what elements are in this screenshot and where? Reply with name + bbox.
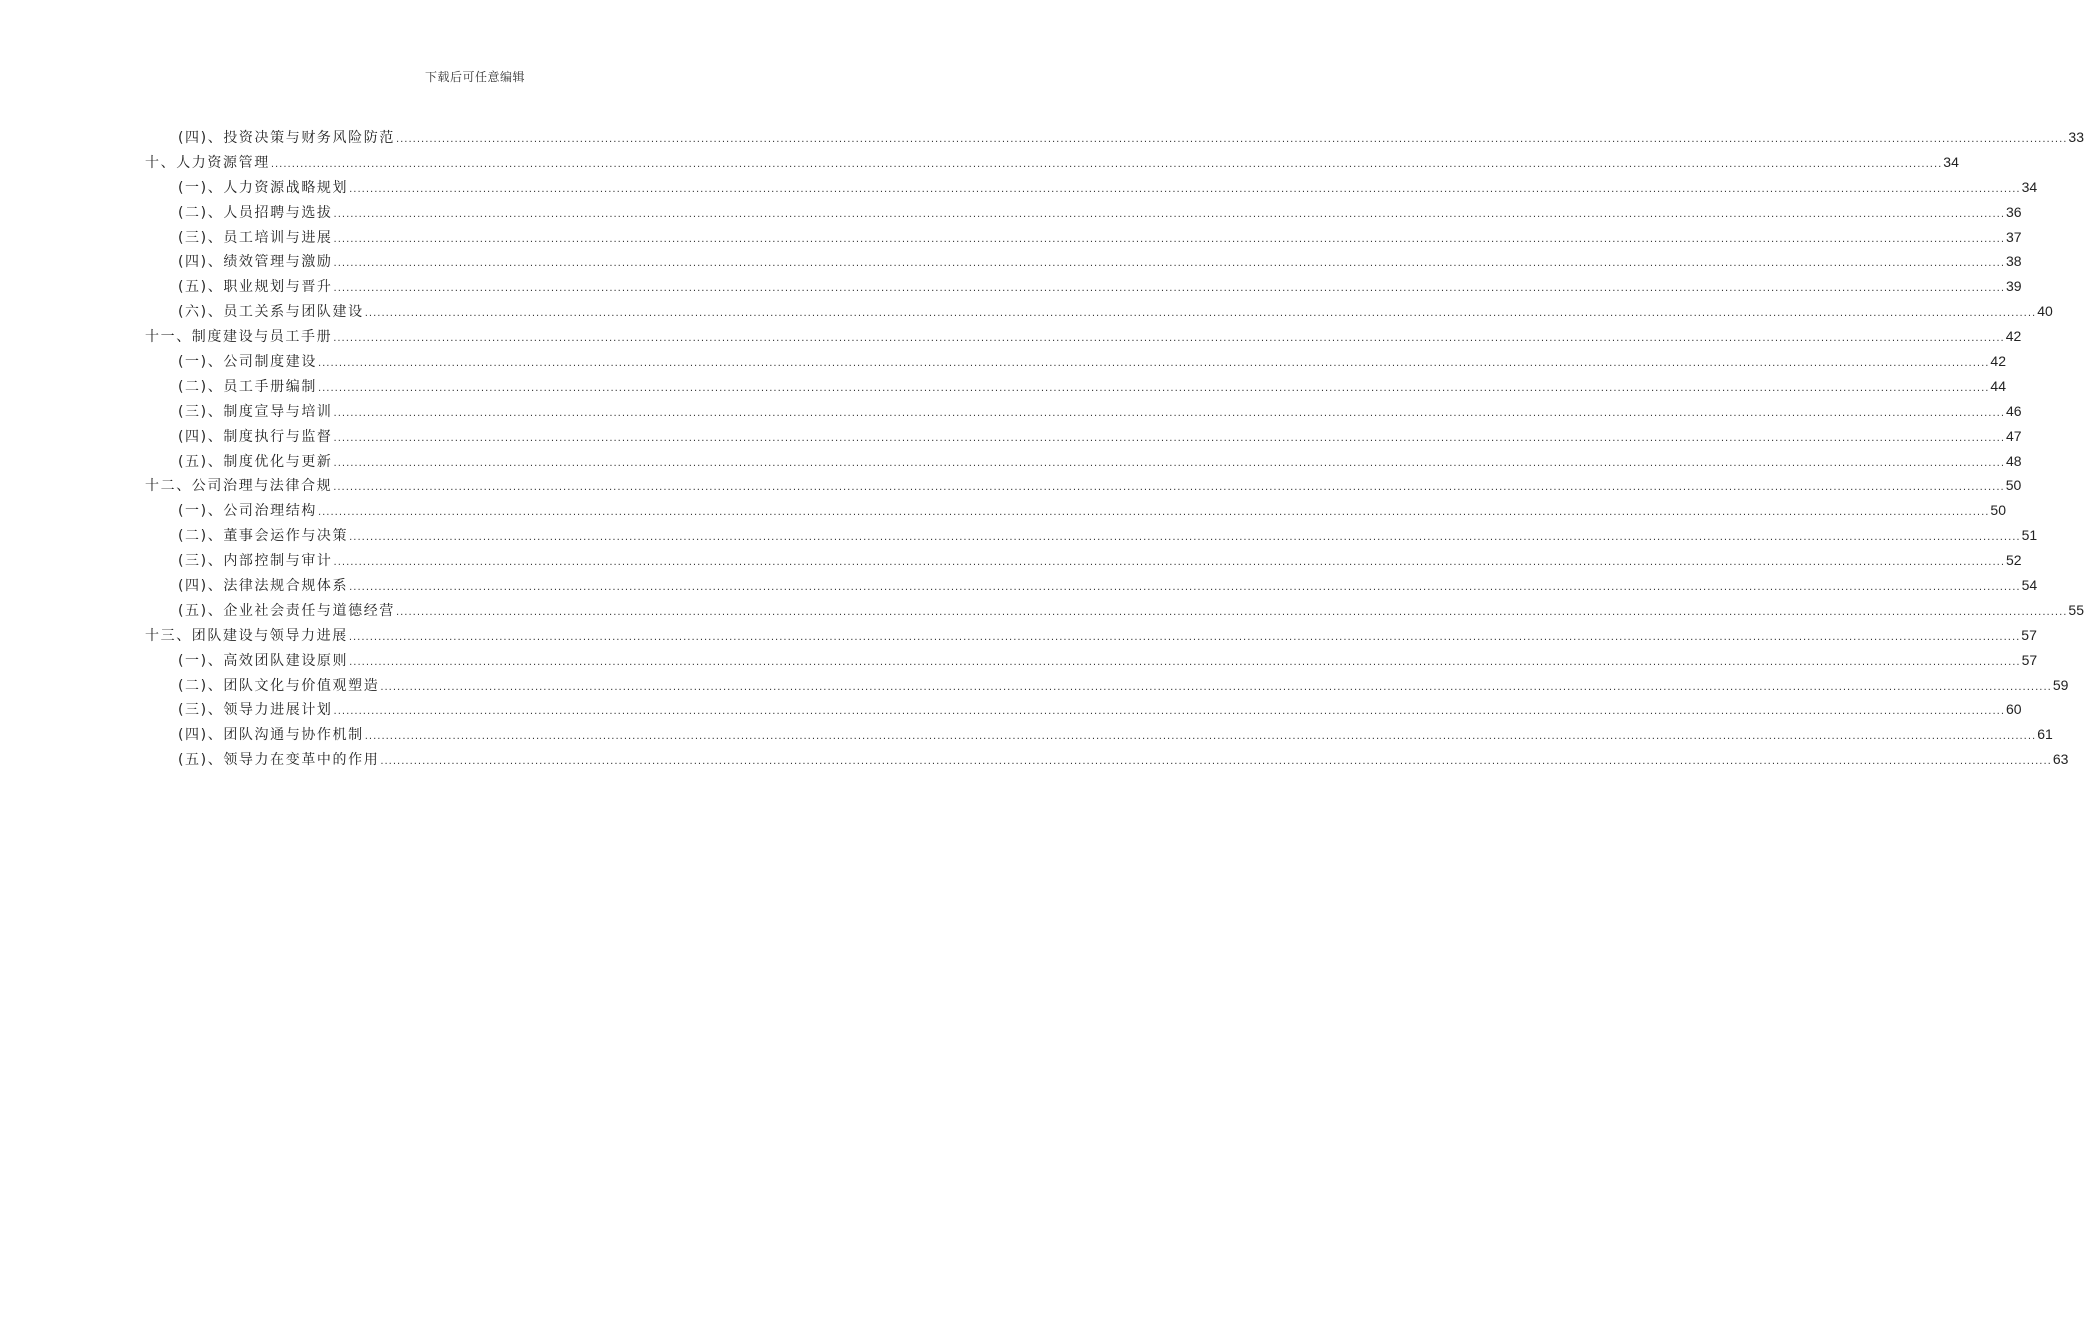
toc-entry[interactable] xyxy=(145,200,2022,225)
toc-dot-leader: ................................................................................................................................................................................................................................................................................................................................................................................................................ xyxy=(333,407,2006,419)
toc-dot-leader: ................................................................................................................................................................................................................................................................................................................................................................................................................ xyxy=(333,258,2006,270)
toc-entry-title: (四)、制度执行与监督 xyxy=(178,428,333,445)
toc-entry-title: (四)、绩效管理与激励 xyxy=(178,254,333,271)
toc-dot-leader: ................................................................................................................................................................................................................................................................................................................................................................................................................ xyxy=(333,432,2006,444)
toc-entry-title: (五)、领导力在变革中的作用 xyxy=(178,752,380,769)
toc-page-number: 55 xyxy=(2068,601,2084,618)
toc-dot-leader: ................................................................................................................................................................................................................................................................................................................................................................................................................ xyxy=(349,532,2021,544)
toc-page-number: 36 xyxy=(2006,203,2022,220)
toc-entry[interactable] xyxy=(145,747,2069,772)
toc-page-number: 42 xyxy=(1990,353,2006,370)
toc-dot-leader: ................................................................................................................................................................................................................................................................................................................................................................................................................ xyxy=(380,681,2052,693)
toc-page-number: 39 xyxy=(2006,278,2022,295)
toc-dot-leader: ................................................................................................................................................................................................................................................................................................................................................................................................................ xyxy=(380,756,2052,768)
toc-dot-leader: ................................................................................................................................................................................................................................................................................................................................................................................................................ xyxy=(317,382,1990,394)
toc-page-number: 59 xyxy=(2052,676,2069,693)
toc-entry-title: (五)、企业社会责任与道德经营 xyxy=(178,602,395,619)
toc-dot-leader: ................................................................................................................................................................................................................................................................................................................................................................................................................ xyxy=(333,233,2006,245)
toc-dot-leader: ................................................................................................................................................................................................................................................................................................................................................................................................................ xyxy=(395,606,2068,618)
page-header: 下载后可任意编辑 xyxy=(424,70,525,84)
toc-dot-leader: ................................................................................................................................................................................................................................................................................................................................................................................................................ xyxy=(317,358,1990,370)
toc-entry-title: (二)、团队文化与价值观塑造 xyxy=(178,677,380,694)
toc-entry[interactable] xyxy=(145,598,2084,623)
toc-entry-title: (六)、员工关系与团队建设 xyxy=(178,304,364,321)
toc-entry-title: (一)、公司治理结构 xyxy=(178,503,317,520)
toc-page-number: 50 xyxy=(1990,502,2006,519)
toc-entry[interactable] xyxy=(145,299,2053,324)
toc-entry[interactable] xyxy=(145,374,2006,399)
toc-dot-leader: ................................................................................................................................................................................................................................................................................................................................................................................................................ xyxy=(333,333,2005,345)
toc-entry[interactable] xyxy=(145,324,2022,349)
toc-entry-title: 十三、团队建设与领导力进展 xyxy=(145,627,348,644)
toc-dot-leader: ................................................................................................................................................................................................................................................................................................................................................................................................................ xyxy=(364,731,2037,743)
toc-page-number: 57 xyxy=(2021,651,2038,668)
toc-entry-title: (二)、员工手册编制 xyxy=(178,378,317,395)
toc-dot-leader: ................................................................................................................................................................................................................................................................................................................................................................................................................ xyxy=(349,582,2021,594)
toc-entry-title: (二)、人员招聘与选拔 xyxy=(178,204,333,221)
toc-entry[interactable] xyxy=(145,573,2038,598)
toc-page-number: 51 xyxy=(2021,527,2038,544)
toc-entry[interactable] xyxy=(145,473,2022,498)
toc-entry-title: (二)、董事会运作与决策 xyxy=(178,528,349,545)
toc-entry[interactable] xyxy=(145,225,2022,250)
toc-entry-title: (一)、公司制度建设 xyxy=(178,354,317,371)
toc-entry[interactable] xyxy=(145,548,2022,573)
toc-entry[interactable] xyxy=(145,722,2053,747)
toc-entry[interactable] xyxy=(145,623,2037,648)
toc-entry-title: (四)、投资决策与财务风险防范 xyxy=(178,130,395,146)
toc-dot-leader: ................................................................................................................................................................................................................................................................................................................................................................................................................ xyxy=(333,208,2006,220)
toc-entry-title: (三)、制度宣导与培训 xyxy=(178,403,333,420)
toc-dot-leader: ................................................................................................................................................................................................................................................................................................................................................................................................................ xyxy=(395,134,2068,145)
toc-page-number: 34 xyxy=(2021,178,2038,195)
toc-entry-title: (三)、领导力进展计划 xyxy=(178,702,333,719)
toc-page-number: 60 xyxy=(2006,701,2022,718)
toc-dot-leader: ................................................................................................................................................................................................................................................................................................................................................................................................................ xyxy=(333,706,2006,718)
toc-entry-title: (五)、制度优化与更新 xyxy=(178,453,333,470)
toc-dot-leader: ................................................................................................................................................................................................................................................................................................................................................................................................................ xyxy=(333,457,2006,469)
toc-entry[interactable] xyxy=(145,349,2006,374)
toc-entry[interactable] xyxy=(145,648,2038,673)
toc-entry-title: (一)、人力资源战略规划 xyxy=(178,179,349,196)
toc-dot-leader: ................................................................................................................................................................................................................................................................................................................................................................................................................ xyxy=(333,557,2006,569)
toc-dot-leader: ................................................................................................................................................................................................................................................................................................................................................................................................................ xyxy=(333,283,2006,295)
toc-page-number: 50 xyxy=(2005,477,2022,494)
toc-entry[interactable] xyxy=(145,150,1959,175)
toc-page-number: 33 xyxy=(2068,129,2084,145)
toc-dot-leader: ................................................................................................................................................................................................................................................................................................................................................................................................................ xyxy=(270,158,1943,170)
toc-page-number: 42 xyxy=(2005,328,2022,345)
table-of-contents xyxy=(145,125,2084,772)
toc-entry-title: (四)、法律法规合规体系 xyxy=(178,578,349,595)
toc-page-number: 61 xyxy=(2037,726,2053,743)
toc-entry-title: (五)、职业规划与晋升 xyxy=(178,279,333,296)
toc-entry-title: (三)、员工培训与进展 xyxy=(178,229,333,246)
toc-entry-title: 十、人力资源管理 xyxy=(145,154,270,171)
toc-page-number: 48 xyxy=(2006,452,2022,469)
toc-page-number: 63 xyxy=(2052,751,2069,768)
toc-page-number: 57 xyxy=(2021,626,2037,643)
toc-dot-leader: ................................................................................................................................................................................................................................................................................................................................................................................................................ xyxy=(364,308,2037,320)
toc-dot-leader: ................................................................................................................................................................................................................................................................................................................................................................................................................ xyxy=(317,507,1990,519)
toc-page-number: 54 xyxy=(2021,577,2038,594)
toc-entry[interactable] xyxy=(145,498,2006,523)
toc-entry[interactable] xyxy=(145,523,2038,548)
toc-entry[interactable] xyxy=(145,673,2069,698)
toc-entry[interactable] xyxy=(145,125,2084,150)
toc-page-number: 52 xyxy=(2006,552,2022,569)
toc-dot-leader: ................................................................................................................................................................................................................................................................................................................................................................................................................ xyxy=(348,631,2021,643)
toc-entry-title: (四)、团队沟通与协作机制 xyxy=(178,727,364,744)
toc-entry-title: 十一、制度建设与员工手册 xyxy=(145,329,333,346)
toc-entry[interactable] xyxy=(145,274,2022,299)
toc-dot-leader: ................................................................................................................................................................................................................................................................................................................................................................................................................ xyxy=(333,482,2005,494)
toc-page-number: 38 xyxy=(2006,253,2022,270)
toc-page-number: 47 xyxy=(2006,427,2022,444)
toc-entry[interactable] xyxy=(145,399,2022,424)
toc-page-number: 34 xyxy=(1943,153,1959,170)
toc-entry[interactable] xyxy=(145,249,2022,274)
toc-entry-title: (一)、高效团队建设原则 xyxy=(178,652,349,669)
toc-page-number: 37 xyxy=(2006,228,2022,245)
toc-dot-leader: ................................................................................................................................................................................................................................................................................................................................................................................................................ xyxy=(349,656,2021,668)
toc-entry[interactable] xyxy=(145,449,2022,474)
toc-entry[interactable] xyxy=(145,424,2022,449)
toc-entry[interactable] xyxy=(145,697,2022,722)
toc-entry-title: (三)、内部控制与审计 xyxy=(178,553,333,570)
toc-entry[interactable] xyxy=(145,175,2038,200)
toc-entry-title: 十二、公司治理与法律合规 xyxy=(145,478,333,495)
toc-page-number: 40 xyxy=(2037,303,2053,320)
toc-dot-leader: ................................................................................................................................................................................................................................................................................................................................................................................................................ xyxy=(349,183,2021,195)
toc-page-number: 46 xyxy=(2006,402,2022,419)
toc-page-number: 44 xyxy=(1990,377,2006,394)
